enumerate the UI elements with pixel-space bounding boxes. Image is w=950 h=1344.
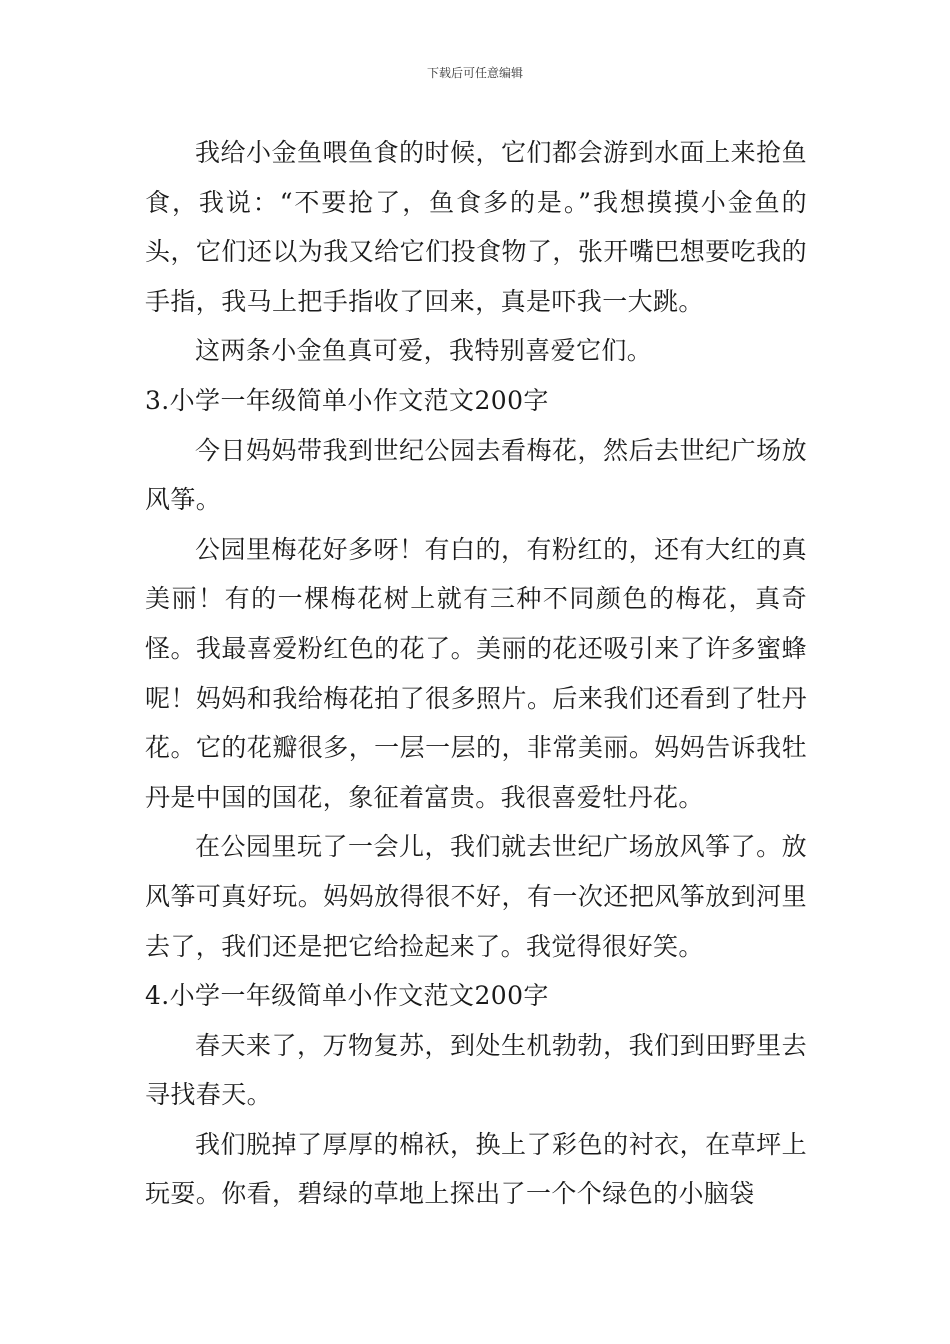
paragraph-spring-intro: 春天来了，万物复苏，到处生机勃勃，我们到田野里去寻找春天。 bbox=[145, 1030, 807, 1110]
paragraph-goldfish-feeding: 我给小金鱼喂鱼食的时候，它们都会游到水面上来抢鱼食，我说：“不要抢了，鱼食多的是。”我想摸摸小金鱼的头，它们还以为我又给它们投食物了，张开嘴巴想要吃我的手指，我马上把手指收了回来，真是吓我一大跳。 bbox=[145, 138, 807, 316]
document-body bbox=[145, 128, 807, 1219]
page-header: 下载后可任意编辑 bbox=[426, 66, 523, 80]
paragraph-kite-flying: 在公园里玩了一会儿，我们就去世纪广场放风筝了。放风筝可真好玩。妈妈放得很不好，有一次还把风筝放到河里去了，我们还是把它给捡起来了。我觉得很好笑。 bbox=[145, 832, 807, 961]
paragraph-park-intro: 今日妈妈带我到世纪公园去看梅花，然后去世纪广场放风筝。 bbox=[145, 435, 807, 515]
section-heading-3: 3.小学一年级简单小作文范文200字 bbox=[145, 385, 549, 415]
section-heading-4: 4.小学一年级简单小作文范文200字 bbox=[145, 981, 549, 1011]
paragraph-goldfish-conclusion: 这两条小金鱼真可爱，我特别喜爱它们。 bbox=[195, 336, 653, 366]
paragraph-spring-lawn: 我们脱掉了厚厚的棉袄，换上了彩色的衬衣，在草坪上玩耍。你看，碧绿的草地上探出了一个个绿色的小脑袋 bbox=[145, 1129, 807, 1209]
paragraph-plum-blossoms: 公园里梅花好多呀！有白的，有粉红的，还有大红的真美丽！有的一棵梅花树上就有三种不同颜色的梅花，真奇怪。我最喜爱粉红色的花了。美丽的花还吸引来了许多蜜蜂呢！妈妈和我给梅花拍了很多照片。后来我们还看到了牡丹花。它的花瓣很多，一层一层的，非常美丽。妈妈告诉我牡丹是中国的国花，象征着富贵。我很喜爱牡丹花。 bbox=[145, 534, 807, 812]
